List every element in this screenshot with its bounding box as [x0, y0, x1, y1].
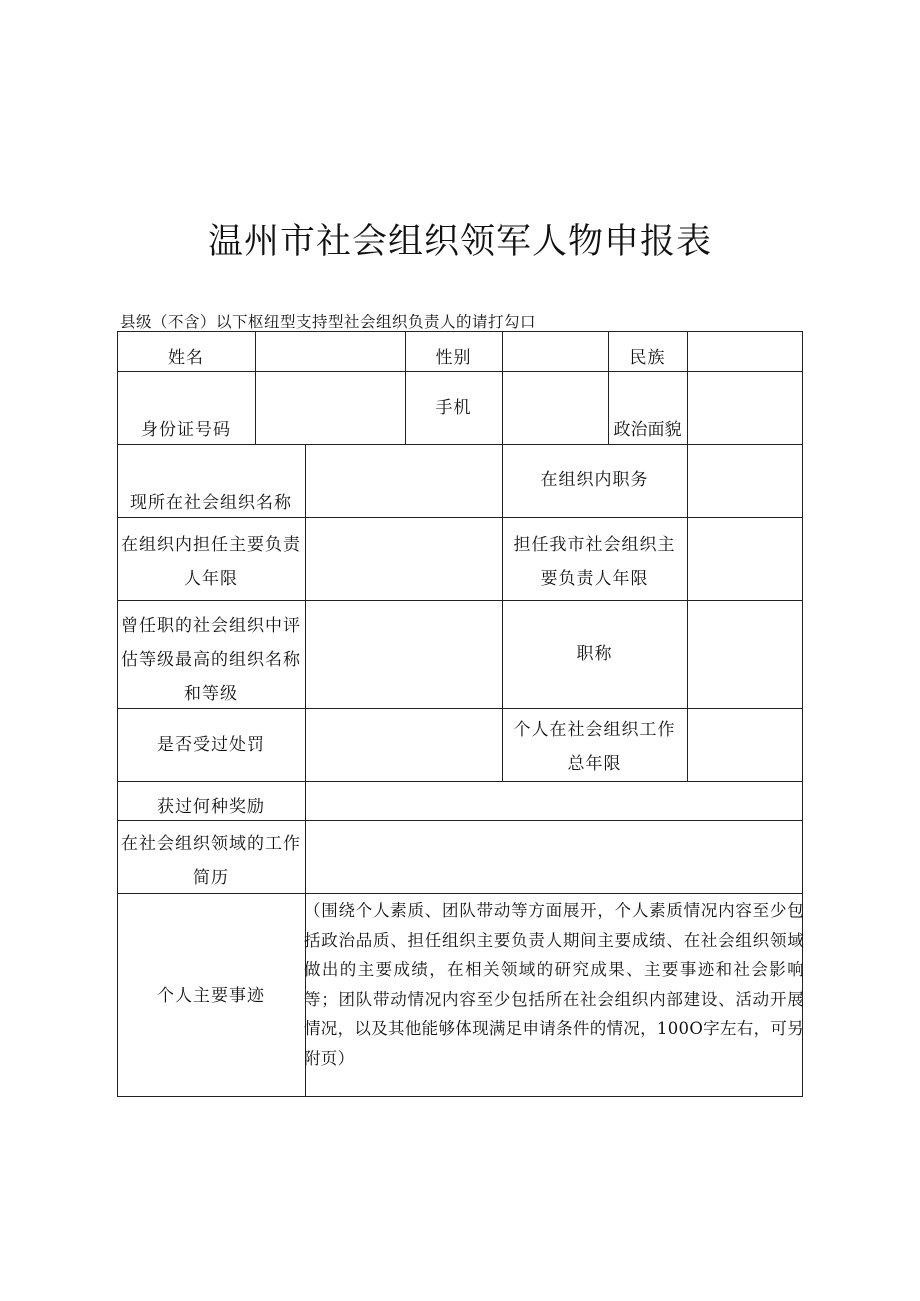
work-years-label-line1: 个人在社会组织工作	[513, 720, 676, 740]
professional-title-label: 职称	[576, 644, 613, 664]
awards-label: 获过何种奖励	[157, 797, 265, 817]
penalty-label: 是否受过处罚	[157, 735, 265, 755]
phone-field[interactable]	[503, 372, 607, 444]
professional-title-field[interactable]	[688, 601, 802, 708]
rating-label	[117, 609, 305, 711]
work-years-label	[502, 713, 687, 781]
ethnicity-label: 民族	[629, 348, 666, 368]
city-tenure-field[interactable]	[688, 518, 802, 600]
resume-field[interactable]	[306, 821, 802, 893]
resume-label	[117, 827, 305, 895]
city-tenure-label-line1: 担任我市社会组织主	[513, 535, 676, 555]
political-status-field[interactable]	[688, 372, 802, 444]
work-years-field[interactable]	[688, 709, 802, 781]
rating-label-line1: 曾任职的社会组织中评	[121, 616, 301, 636]
rating-field[interactable]	[306, 601, 502, 708]
org-tenure-label-line2: 人年限	[184, 569, 238, 589]
gender-label: 性别	[435, 348, 472, 368]
resume-label-line2: 简历	[193, 868, 229, 888]
political-status-label: 政治面貌	[613, 420, 682, 440]
main-deeds-instructions: （围绕个人素质、团队带动等方面展开，个人素质情况内容至少包括政治品质、担任组织主要负责人期间主要成绩、在社会组织领域做出的主要成绩，在相关领域的研究成果、主要事迹和社会影响等；团队带动情况内容至少包括所在社会组织内部建设、活动开展情况，以及其他能够体现满足申请条件的情况，100O字左右，可另附页）	[304, 901, 804, 1068]
resume-label-line1: 在社会组织领域的工作	[121, 834, 301, 854]
rating-label-line3: 和等级	[184, 684, 238, 704]
main-deeds-label: 个人主要事迹	[157, 986, 265, 1006]
page-title: 温州市社会组织领军人物申报表	[207, 222, 712, 262]
city-tenure-label	[502, 528, 687, 596]
org-name-label: 现所在社会组织名称	[130, 493, 292, 513]
org-tenure-label-line1: 在组织内担任主要负责	[121, 535, 301, 555]
ethnicity-field[interactable]	[688, 332, 802, 371]
org-tenure-field[interactable]	[306, 518, 502, 600]
phone-label: 手机	[435, 398, 472, 418]
org-position-field[interactable]	[688, 445, 802, 517]
org-position-label: 在组织内职务	[540, 470, 649, 490]
gender-field[interactable]	[503, 332, 607, 371]
work-years-label-line2: 总年限	[567, 754, 622, 774]
org-tenure-label	[117, 528, 305, 596]
city-tenure-label-line2: 要负责人年限	[540, 569, 649, 589]
id-number-label: 身份证号码	[141, 420, 231, 440]
name-field[interactable]	[256, 332, 404, 371]
name-label: 姓名	[168, 348, 204, 368]
penalty-field[interactable]	[306, 709, 502, 781]
border-bottom	[117, 1096, 803, 1097]
applicant-note: 县级（不含）以下枢纽型支持型社会组织负责人的请打勾口	[120, 313, 537, 331]
org-name-field[interactable]	[306, 445, 502, 517]
awards-field[interactable]	[306, 782, 802, 820]
rating-label-line2: 估等级最高的组织名称	[121, 650, 301, 670]
id-number-field[interactable]	[256, 372, 404, 444]
